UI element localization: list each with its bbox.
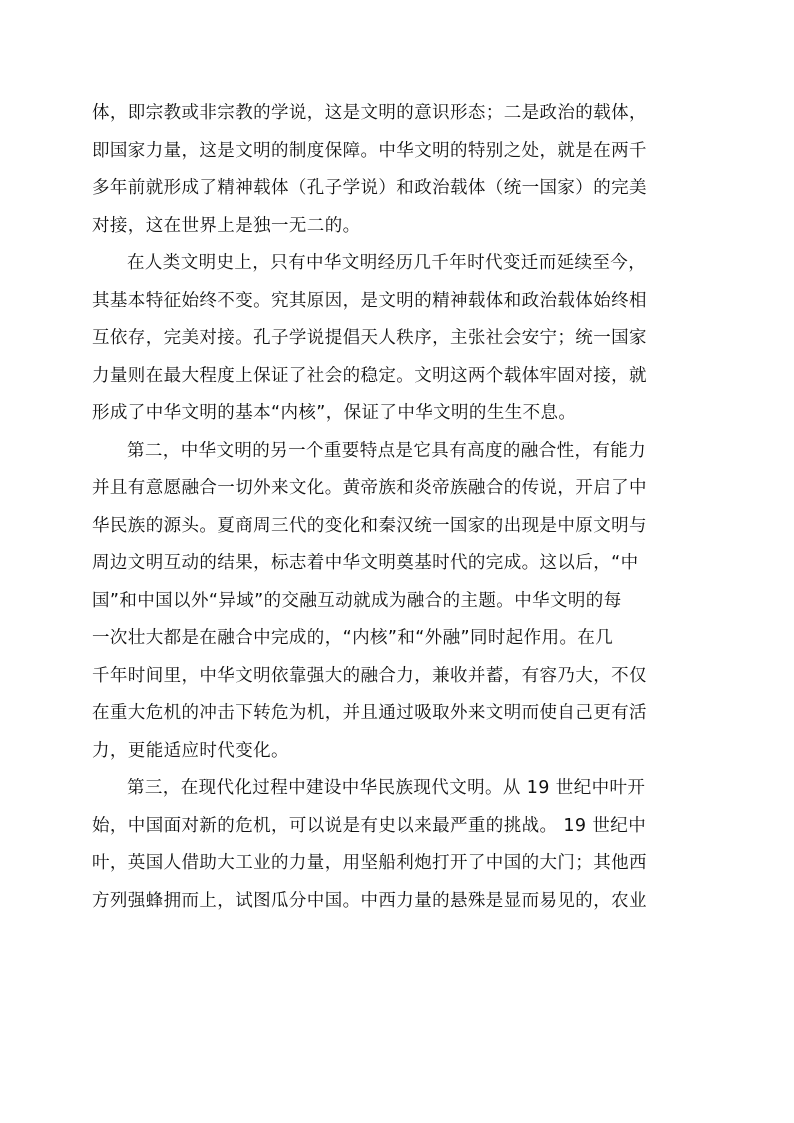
text-line: 第三，在现代化过程中建设中华民族现代文明。从 19 世纪中叶开 (127, 778, 646, 798)
text-line: 千年时间里，中华文明依靠强大的融合力，兼收并蓄，有容乃大，不仅 (92, 665, 647, 686)
text-line: 国”和中国以外“异域”的交融互动就成为融合的主题。中华文明的每 (92, 590, 622, 611)
text-line: 体，即宗教或非宗教的学说，这是文明的意识形态；二是政治的载体， (92, 103, 647, 123)
text-line: 形成了中华文明的基本“内核”，保证了中华文明的生生不息。 (92, 403, 577, 423)
text-line: 始，中国面对新的危机，可以说是有史以来最严重的挑战。 19 世纪中 (92, 815, 647, 836)
paragraph-3 (92, 433, 698, 771)
paragraph-1 (92, 95, 698, 245)
text-line: 一次壮大都是在融合中完成的，“内核”和“外融”同时起作用。在几 (92, 628, 614, 648)
text-line: 力，更能适应时代变化。 (92, 740, 289, 761)
text-line: 在重大危机的冲击下转危为机，并且通过吸取外来文明而使自己更有活 (92, 703, 647, 723)
text-line: 华民族的源头。夏商周三代的变化和秦汉统一国家的出现是中原文明与 (92, 515, 647, 536)
text-line: 并且有意愿融合一切外来文化。黄帝族和炎帝族融合的传说，开启了中 (92, 478, 647, 498)
text-line: 即国家力量，这是文明的制度保障。中华文明的特别之处，就是在两千 (92, 140, 647, 161)
document-body (92, 95, 698, 920)
text-line: 多年前就形成了精神载体（孔子学说）和政治载体（统一国家）的完美 (92, 178, 647, 198)
text-line: 方列强蜂拥而上，试图瓜分中国。中西力量的悬殊是显而易见的，农业 (92, 890, 647, 911)
text-line: 力量则在最大程度上保证了社会的稳定。文明这两个载体牢固对接，就 (92, 365, 647, 386)
text-line: 对接，这在世界上是独一无二的。 (92, 215, 361, 236)
text-line: 第二，中华文明的另一个重要特点是它具有高度的融合性，有能力 (127, 440, 647, 461)
text-line: 叶，英国人借助大工业的力量，用坚船利炮打开了中国的大门；其他西 (92, 853, 647, 873)
text-line: 互依存，完美对接。孔子学说提倡天人秩序，主张社会安宁；统一国家 (92, 328, 647, 348)
paragraph-4 (92, 770, 698, 920)
text-line: 周边文明互动的结果，标志着中华文明奠基时代的完成。这以后，“中 (92, 553, 639, 573)
text-line: 其基本特征始终不变。究其原因，是文明的精神载体和政治载体始终相 (92, 290, 647, 311)
paragraph-2 (92, 245, 698, 433)
text-line: 在人类文明史上，只有中华文明经历几千年时代变迁而延续至今， (127, 253, 647, 273)
